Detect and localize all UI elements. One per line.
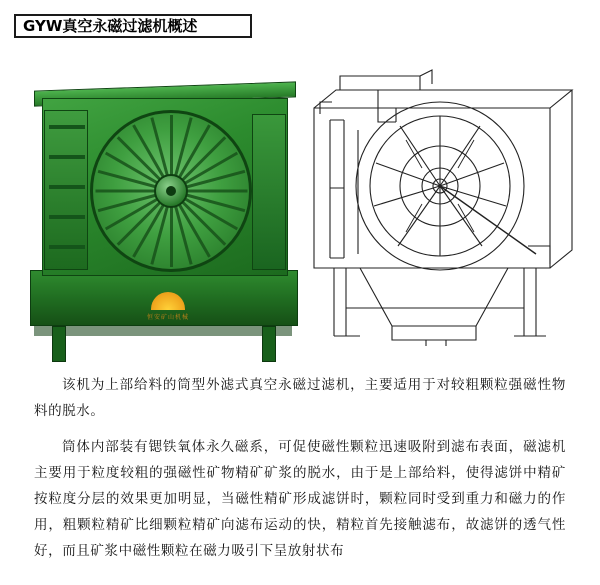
machine-drum-hub bbox=[154, 174, 188, 208]
sunrise-icon bbox=[151, 292, 185, 310]
watermark-logo bbox=[132, 292, 204, 332]
page-title bbox=[14, 14, 254, 40]
paragraph-1: 该机为上部给料的筒型外滤式真空永磁过滤机，主要适用于对较粗颗粒强磁性物料的脱水。 bbox=[34, 377, 566, 419]
machine-drum bbox=[90, 110, 252, 272]
machine-leg-left bbox=[52, 326, 66, 362]
machine-leg-right bbox=[262, 326, 276, 362]
watermark-text: 恒安矿山机械 bbox=[146, 314, 189, 321]
machine-side-frame bbox=[44, 110, 88, 270]
figure-area bbox=[0, 58, 600, 358]
article-body bbox=[34, 372, 566, 574]
machine-photo bbox=[24, 80, 304, 342]
title-text: GYW真空永磁过滤机概述 bbox=[23, 17, 198, 35]
machine-hub-bolt bbox=[166, 186, 176, 196]
machine-right-panel bbox=[252, 114, 286, 270]
paragraph-2: 筒体内部装有锶铁氧体永久磁系，可促使磁性颗粒迅速吸附到滤布表面，磁滤机主要用于粒度较粗的强磁性矿物精矿矿浆的脱水，由于是上部给料，使得滤饼中精矿按粒度分层的效果更加明显，当磁性精矿形成滤饼时，颗粒同时受到重力和磁力的作用，粗颗粒精矿比细颗粒精矿向滤布运动的快，精粒首先接触滤布，故滤饼的透气性好，而且矿浆中磁性颗粒在磁力吸引下呈放射状布 bbox=[34, 439, 566, 559]
technical-line-drawing bbox=[300, 68, 582, 348]
